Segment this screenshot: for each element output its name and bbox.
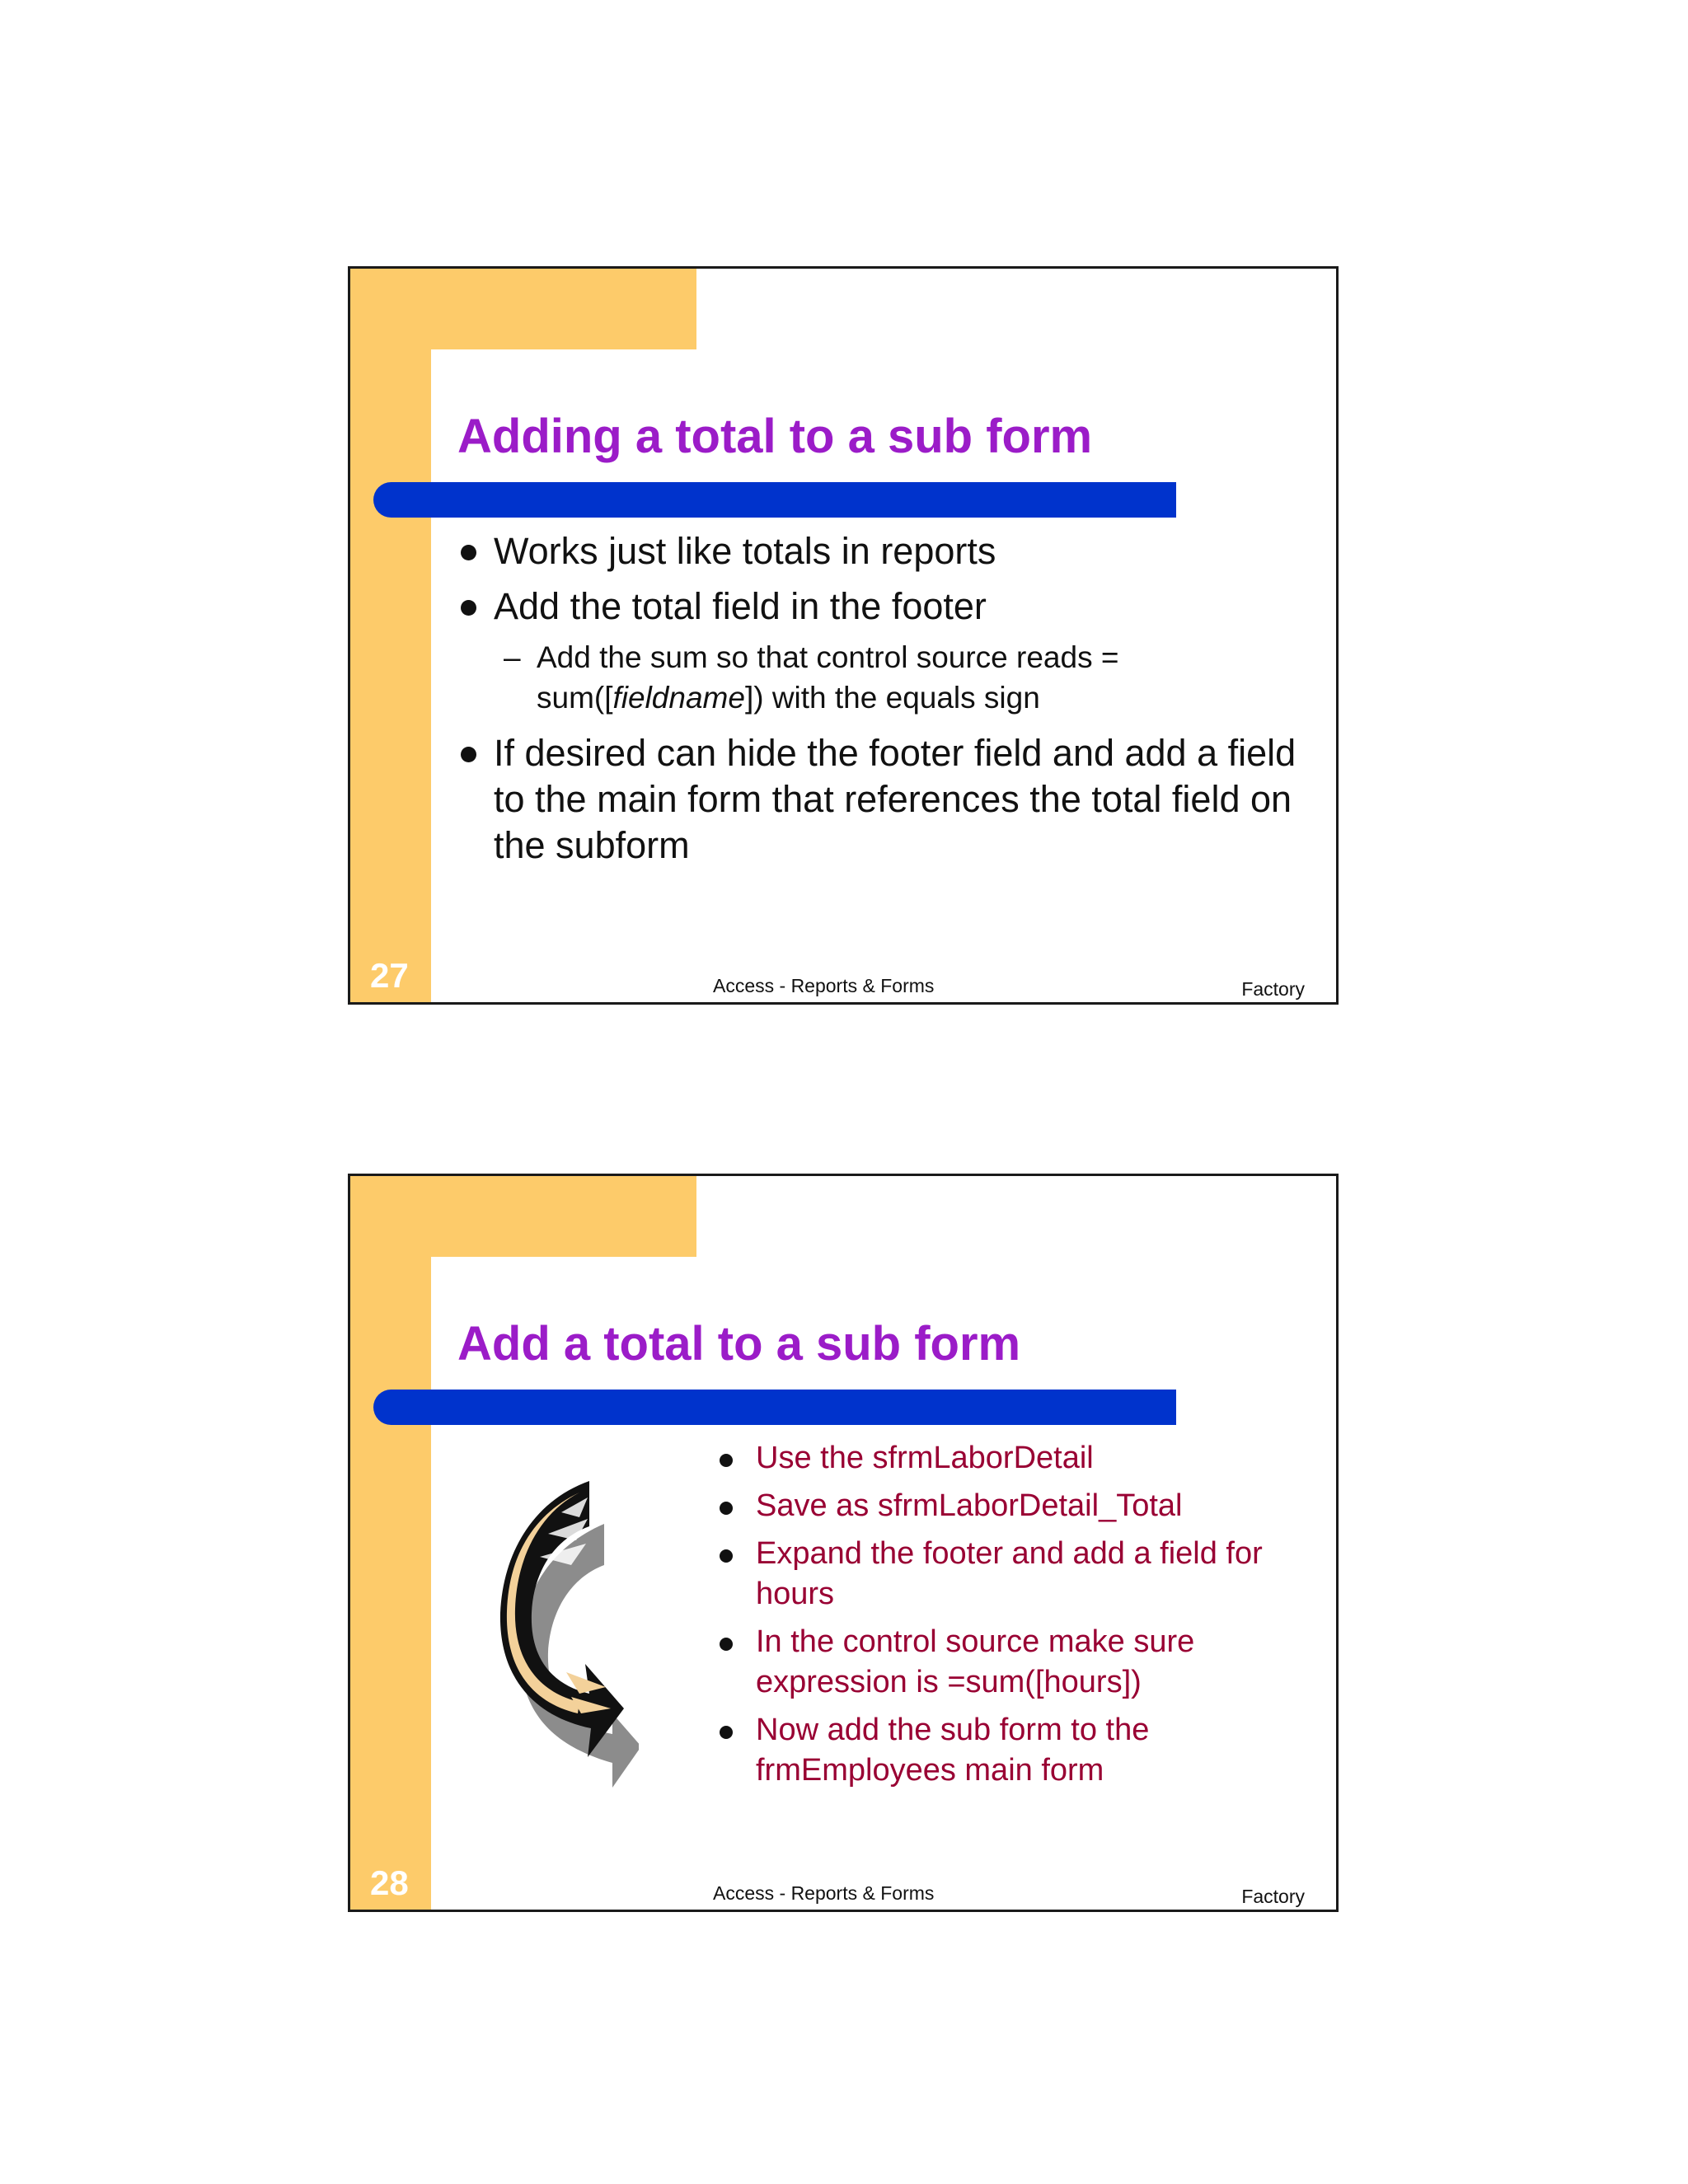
bullet-dot-icon (720, 1549, 733, 1563)
footer-caption: Access - Reports & Forms (713, 975, 935, 996)
title-underline-bar (373, 1390, 1176, 1425)
sub-bullet-italic-text: fieldname (612, 681, 745, 715)
bullet-list (711, 1438, 1321, 1791)
bullet-list (457, 528, 1306, 869)
bullet-text: Expand the footer and add a field for hours (756, 1536, 1263, 1611)
accent-band-top (350, 1176, 696, 1257)
slide-title: Add a total to a sub form (457, 1317, 1021, 1371)
bullet-dot-icon (720, 1638, 733, 1651)
footer-caption: Access - Reports & Forms (713, 1882, 935, 1904)
bullet-item (711, 1710, 1321, 1791)
slide-27 (348, 266, 1339, 1005)
accent-band-left (350, 1176, 431, 1910)
footer-label: Factory (1241, 1886, 1305, 1907)
bullet-dot-icon (461, 545, 476, 560)
bullet-text: Use the sfrmLaborDetail (756, 1441, 1094, 1475)
bullet-text: Add the total field in the footer (494, 585, 987, 627)
sub-bullet-text-end: ]) with the equals sign (744, 681, 1040, 715)
bullet-item (457, 583, 1306, 630)
bullet-dot-icon (461, 600, 476, 616)
slide-body (457, 528, 1306, 878)
curved-arrow-icon (482, 1481, 639, 1794)
bullet-text: In the control source make sure expression is =sum([hours]) (756, 1624, 1195, 1699)
sub-bullet-marker: – (504, 640, 521, 674)
bullet-item (457, 730, 1306, 869)
bullet-dot-icon (720, 1726, 733, 1739)
bullet-item (711, 1486, 1321, 1526)
slide-title: Adding a total to a sub form (457, 410, 1093, 463)
bullet-item (711, 1622, 1321, 1703)
slide-body (711, 1438, 1321, 1798)
slide-28 (348, 1174, 1339, 1912)
slide-number: 28 (370, 1863, 409, 1902)
sub-bullet-text-start: Add the sum so that control source reads = sum([ (537, 640, 1119, 715)
accent-band-top (350, 269, 696, 349)
bullet-text: If desired can hide the footer field and add a field to the main form that references the total field on the subform (494, 732, 1296, 866)
slide-number: 27 (370, 956, 409, 995)
bullet-text: Now add the sub form to the frmEmployees main form (756, 1713, 1150, 1788)
bullet-item (711, 1534, 1321, 1615)
sub-bullet-item (457, 637, 1306, 718)
accent-band-left (350, 269, 431, 1002)
bullet-dot-icon (720, 1454, 733, 1467)
footer-label: Factory (1241, 978, 1305, 1000)
title-underline-bar (373, 482, 1176, 518)
bullet-text: Save as sfrmLaborDetail_Total (756, 1488, 1183, 1523)
bullet-item (711, 1438, 1321, 1479)
bullet-item (457, 528, 1306, 574)
bullet-dot-icon (461, 747, 476, 762)
bullet-text: Works just like totals in reports (494, 530, 996, 572)
bullet-dot-icon (720, 1502, 733, 1515)
